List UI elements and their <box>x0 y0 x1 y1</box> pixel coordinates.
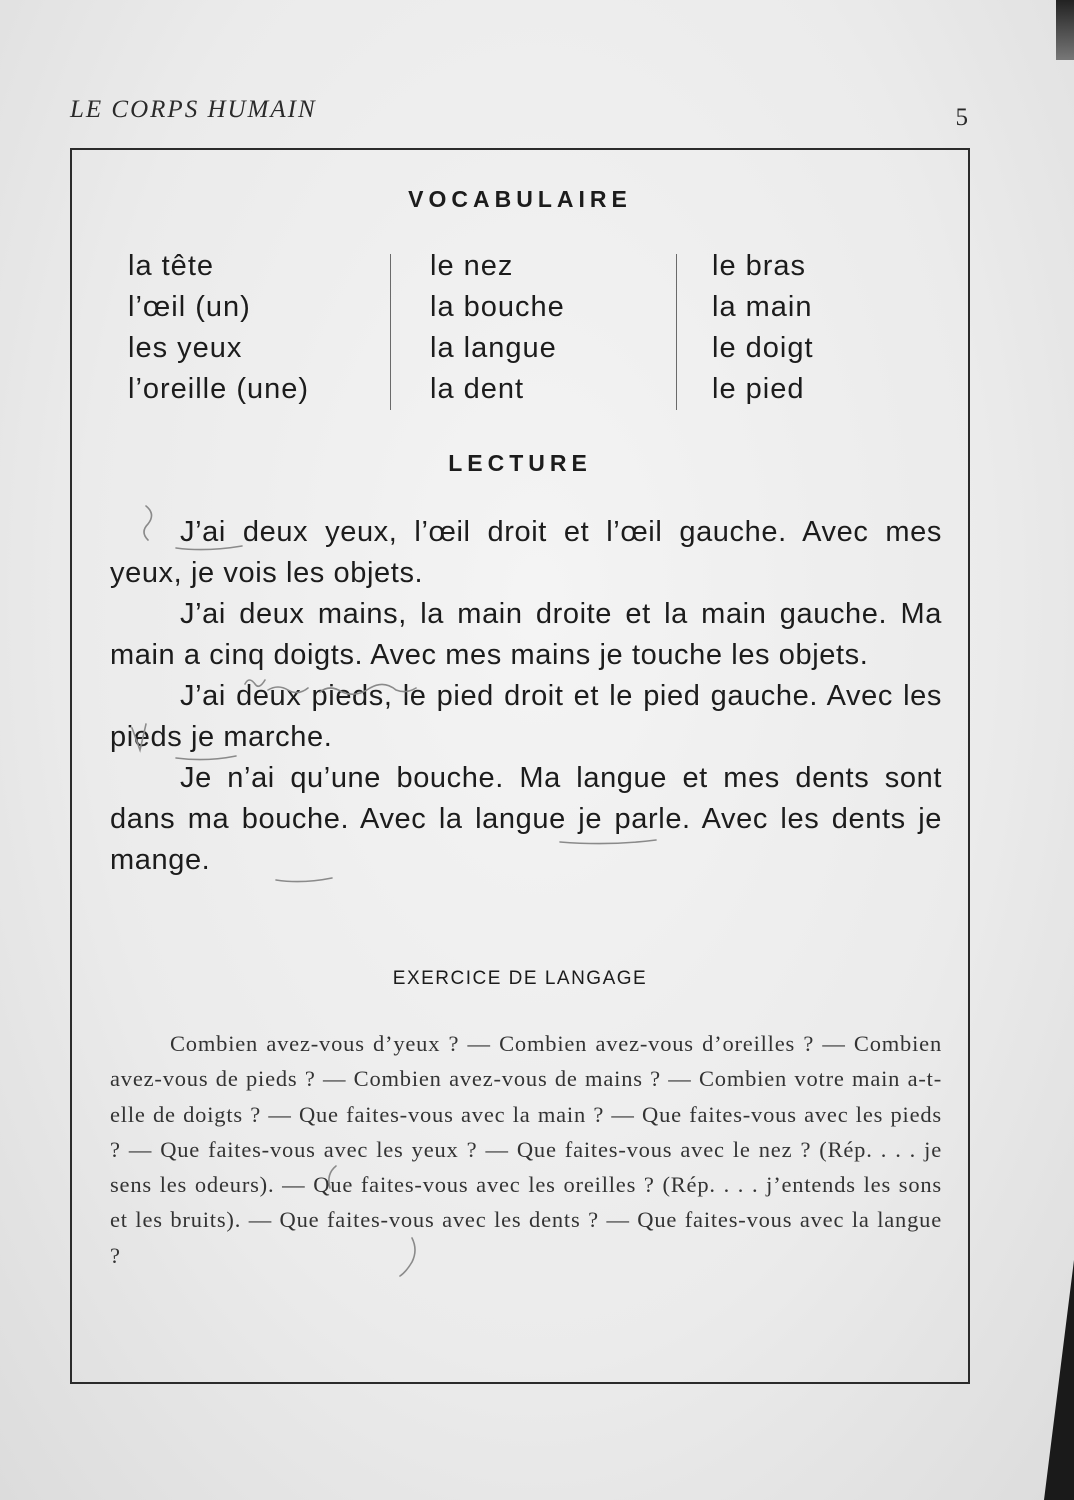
column-divider <box>676 254 677 410</box>
exercice-text: Combien avez-vous d’yeux ? — Combien avez-vous d’oreilles ? — Combien avez-vous de pieds ? — Combien avez-vous de mains ? — Combien votre main a-t-elle de doigts ? — Que faites-vous avec la main ? — Que faites-vous avec les pieds ? — Que faites-vous avec les yeux ? — Que faites-vous avec le nez ? (Rép. . . . je sens les odeurs). — Que faites-vous avec les oreilles ? (Rép. . . . j’entends les sons et les bruits). — Que faites-vous avec les dents ? — Que faites-vous avec la langue ? <box>110 1031 942 1268</box>
lecture-paragraph: J’ai deux pieds, le pied droit et le pied gauche. Avec les pieds je marche. <box>110 680 942 753</box>
vocab-word: l’œil (un) <box>128 291 251 323</box>
page-number: 5 <box>955 104 968 131</box>
vocab-word: le doigt <box>712 332 814 364</box>
lecture-paragraph: J’ai deux mains, la main droite et la main gauche. Ma main a cinq doigts. Avec mes mains je touche les objets. <box>110 598 942 671</box>
vocab-word: les yeux <box>128 332 243 364</box>
vocab-column-3 <box>712 246 814 410</box>
exercice-heading: EXERCICE DE LANGAGE <box>392 968 648 989</box>
vocab-word: l’oreille (une) <box>128 373 310 405</box>
vocab-word: la langue <box>430 332 557 364</box>
vocab-word: la tête <box>128 250 214 282</box>
vocab-column-2 <box>430 246 565 410</box>
vocab-word: le bras <box>712 250 807 282</box>
lecture-text <box>110 512 942 881</box>
vocab-word: la main <box>712 291 813 323</box>
vocab-word: la dent <box>430 373 525 405</box>
lesson-frame <box>70 148 970 1384</box>
lecture-paragraph: J’ai deux yeux, l’œil droit et l’œil gauche. Avec mes yeux, je vois les objets. <box>110 516 942 589</box>
running-title: LE CORPS HUMAIN <box>70 96 317 123</box>
vocab-word: le nez <box>430 250 514 282</box>
vocab-column-1 <box>128 246 309 410</box>
lecture-paragraph: Je n’ai qu’une bouche. Ma langue et mes dents sont dans ma bouche. Avec la langue je parle. Avec les dents je mange. <box>110 762 942 876</box>
column-divider <box>390 254 391 410</box>
vocab-word: le pied <box>712 373 805 405</box>
page-corner-shadow <box>1044 1260 1074 1500</box>
lecture-heading: LECTURE <box>448 450 592 476</box>
vocab-word: la bouche <box>430 291 565 323</box>
vocabulaire-heading: VOCABULAIRE <box>408 186 632 212</box>
page-edge-shadow <box>1056 0 1074 60</box>
